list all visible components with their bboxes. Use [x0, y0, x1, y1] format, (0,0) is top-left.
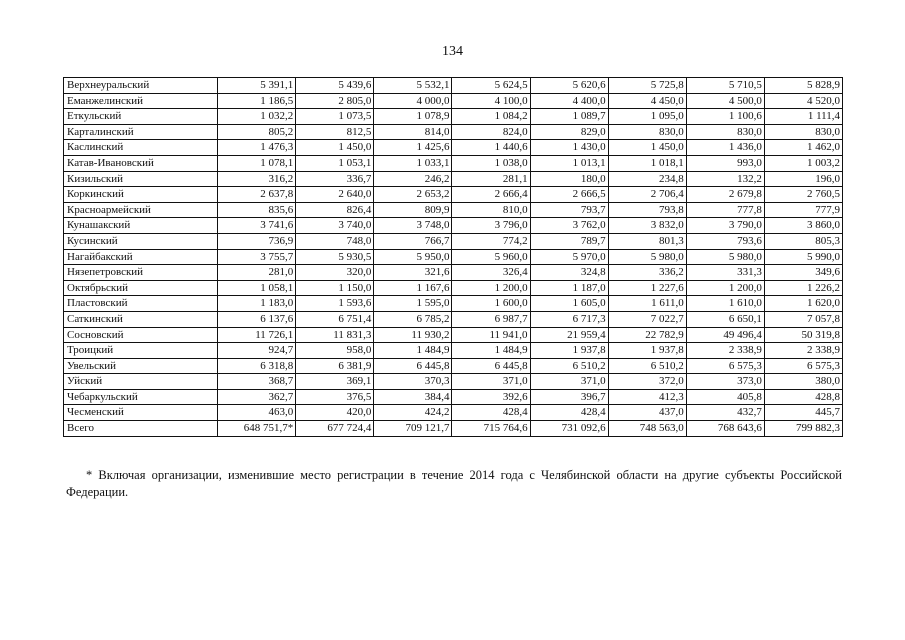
table-cell: 3 860,0	[764, 218, 842, 234]
table-cell: 1 095,0	[608, 109, 686, 125]
table-cell: 320,0	[296, 265, 374, 281]
table-cell: 5 980,0	[686, 249, 764, 265]
row-label: Катав-Ивановский	[64, 155, 218, 171]
table-cell: 736,9	[218, 233, 296, 249]
table-cell: 3 755,7	[218, 249, 296, 265]
table-cell: 1 200,0	[452, 280, 530, 296]
row-label: Чебаркульский	[64, 389, 218, 405]
table-row	[64, 374, 843, 390]
table-cell: 1 111,4	[764, 109, 842, 125]
table-cell: 6 318,8	[218, 358, 296, 374]
table-cell: 1 430,0	[530, 140, 608, 156]
table-row	[64, 124, 843, 140]
table-cell: 1 450,0	[608, 140, 686, 156]
row-label: Сосновский	[64, 327, 218, 343]
table-cell: 805,3	[764, 233, 842, 249]
row-label: Пластовский	[64, 296, 218, 312]
table-cell: 396,7	[530, 389, 608, 405]
table-cell: 3 762,0	[530, 218, 608, 234]
table-cell: 2 640,0	[296, 187, 374, 203]
table-cell: 1 183,0	[218, 296, 296, 312]
table-cell: 958,0	[296, 343, 374, 359]
table-cell: 993,0	[686, 155, 764, 171]
row-label: Коркинский	[64, 187, 218, 203]
table-cell: 1 150,0	[296, 280, 374, 296]
table-cell: 1 484,9	[452, 343, 530, 359]
table-cell: 6 987,7	[452, 311, 530, 327]
table-cell: 5 439,6	[296, 78, 374, 94]
table-cell: 5 960,0	[452, 249, 530, 265]
table-cell: 373,0	[686, 374, 764, 390]
table-row	[64, 233, 843, 249]
table-cell: 428,4	[530, 405, 608, 421]
table-cell: 677 724,4	[296, 421, 374, 437]
table-cell: 11 930,2	[374, 327, 452, 343]
table-row	[64, 202, 843, 218]
table-cell: 1 937,8	[608, 343, 686, 359]
table-cell: 3 740,0	[296, 218, 374, 234]
table-cell: 3 832,0	[608, 218, 686, 234]
table-cell: 1 436,0	[686, 140, 764, 156]
table-cell: 3 741,6	[218, 218, 296, 234]
table-cell: 21 959,4	[530, 327, 608, 343]
table-cell: 5 624,5	[452, 78, 530, 94]
table-cell: 2 760,5	[764, 187, 842, 203]
table-cell: 5 980,0	[608, 249, 686, 265]
table-cell: 801,3	[608, 233, 686, 249]
table-cell: 766,7	[374, 233, 452, 249]
table-cell: 5 725,8	[608, 78, 686, 94]
table-cell: 6 717,3	[530, 311, 608, 327]
footnote: * Включая организации, изменившие место регистрации в течение 2014 года с Челябинской области на другие субъекты Российской Федерации.	[66, 468, 842, 499]
row-label: Красноармейский	[64, 202, 218, 218]
table-cell: 316,2	[218, 171, 296, 187]
table-cell: 5 930,5	[296, 249, 374, 265]
table-cell: 6 575,3	[686, 358, 764, 374]
table-cell: 1 227,6	[608, 280, 686, 296]
table-cell: 369,1	[296, 374, 374, 390]
table-cell: 432,7	[686, 405, 764, 421]
data-table	[63, 77, 843, 437]
table-cell: 412,3	[608, 389, 686, 405]
table-row	[64, 93, 843, 109]
row-label: Чесменский	[64, 405, 218, 421]
table-cell: 1 089,7	[530, 109, 608, 125]
table-cell: 376,5	[296, 389, 374, 405]
table-cell: 829,0	[530, 124, 608, 140]
table-row	[64, 358, 843, 374]
table-row	[64, 311, 843, 327]
table-row	[64, 280, 843, 296]
table-cell: 793,8	[608, 202, 686, 218]
table-cell: 1 058,1	[218, 280, 296, 296]
table-cell: 6 381,9	[296, 358, 374, 374]
table-cell: 1 226,2	[764, 280, 842, 296]
table-cell: 1 600,0	[452, 296, 530, 312]
table-row	[64, 343, 843, 359]
table-cell: 180,0	[530, 171, 608, 187]
table-cell: 5 990,0	[764, 249, 842, 265]
table-cell: 814,0	[374, 124, 452, 140]
table-cell: 7 057,8	[764, 311, 842, 327]
table-cell: 793,6	[686, 233, 764, 249]
table-cell: 789,7	[530, 233, 608, 249]
table-cell: 731 092,6	[530, 421, 608, 437]
table-cell: 1 033,1	[374, 155, 452, 171]
table-cell: 246,2	[374, 171, 452, 187]
table-cell: 826,4	[296, 202, 374, 218]
row-label: Всего	[64, 421, 218, 437]
table-row	[64, 187, 843, 203]
table-cell: 1 018,1	[608, 155, 686, 171]
row-label: Нагайбакский	[64, 249, 218, 265]
table-cell: 1 450,0	[296, 140, 374, 156]
table-cell: 830,0	[686, 124, 764, 140]
table-cell: 1 032,2	[218, 109, 296, 125]
table-cell: 5 828,9	[764, 78, 842, 94]
table-row	[64, 421, 843, 437]
table-row	[64, 78, 843, 94]
table-cell: 1 186,5	[218, 93, 296, 109]
table-cell: 2 679,8	[686, 187, 764, 203]
row-label: Кусинский	[64, 233, 218, 249]
table-row	[64, 109, 843, 125]
table-cell: 748,0	[296, 233, 374, 249]
table-row	[64, 265, 843, 281]
row-label: Кунашакский	[64, 218, 218, 234]
table-cell: 768 643,6	[686, 421, 764, 437]
table-cell: 371,0	[452, 374, 530, 390]
table-cell: 1 053,1	[296, 155, 374, 171]
table-cell: 6 510,2	[530, 358, 608, 374]
table-cell: 11 941,0	[452, 327, 530, 343]
table-cell: 6 510,2	[608, 358, 686, 374]
table-cell: 5 532,1	[374, 78, 452, 94]
table-cell: 1 013,1	[530, 155, 608, 171]
table-cell: 1 073,5	[296, 109, 374, 125]
table-cell: 3 790,0	[686, 218, 764, 234]
table-cell: 11 831,3	[296, 327, 374, 343]
table-cell: 234,8	[608, 171, 686, 187]
table-cell: 709 121,7	[374, 421, 452, 437]
table-cell: 281,1	[452, 171, 530, 187]
table-row	[64, 171, 843, 187]
table-cell: 321,6	[374, 265, 452, 281]
table-cell: 774,2	[452, 233, 530, 249]
table-cell: 777,9	[764, 202, 842, 218]
table-cell: 1 440,6	[452, 140, 530, 156]
table-cell: 405,8	[686, 389, 764, 405]
table-cell: 7 022,7	[608, 311, 686, 327]
table-cell: 1 167,6	[374, 280, 452, 296]
table-cell: 5 970,0	[530, 249, 608, 265]
table-cell: 830,0	[608, 124, 686, 140]
table-cell: 428,4	[452, 405, 530, 421]
table-cell: 6 575,3	[764, 358, 842, 374]
table-cell: 1 187,0	[530, 280, 608, 296]
table-body	[64, 78, 843, 437]
table-cell: 1 484,9	[374, 343, 452, 359]
table-row	[64, 296, 843, 312]
table-cell: 1 084,2	[452, 109, 530, 125]
table-cell: 777,8	[686, 202, 764, 218]
table-cell: 6 445,8	[452, 358, 530, 374]
table-cell: 324,8	[530, 265, 608, 281]
table-row	[64, 140, 843, 156]
table-cell: 6 137,6	[218, 311, 296, 327]
table-cell: 1 610,0	[686, 296, 764, 312]
row-label: Уйский	[64, 374, 218, 390]
table-cell: 392,6	[452, 389, 530, 405]
table-cell: 793,7	[530, 202, 608, 218]
table-cell: 2 805,0	[296, 93, 374, 109]
table-cell: 4 100,0	[452, 93, 530, 109]
table-cell: 463,0	[218, 405, 296, 421]
table-cell: 1 937,8	[530, 343, 608, 359]
table-cell: 1 200,0	[686, 280, 764, 296]
table-cell: 326,4	[452, 265, 530, 281]
row-label: Кизильский	[64, 171, 218, 187]
table-cell: 2 666,5	[530, 187, 608, 203]
table-cell: 799 882,3	[764, 421, 842, 437]
table-cell: 6 785,2	[374, 311, 452, 327]
table-row	[64, 327, 843, 343]
table-cell: 1 593,6	[296, 296, 374, 312]
table-cell: 4 500,0	[686, 93, 764, 109]
table-cell: 2 653,2	[374, 187, 452, 203]
table-cell: 2 637,8	[218, 187, 296, 203]
table-cell: 3 748,0	[374, 218, 452, 234]
table-cell: 22 782,9	[608, 327, 686, 343]
table-cell: 809,9	[374, 202, 452, 218]
table-cell: 11 726,1	[218, 327, 296, 343]
row-label: Каслинский	[64, 140, 218, 156]
table-cell: 2 338,9	[686, 343, 764, 359]
table-cell: 5 620,6	[530, 78, 608, 94]
table-cell: 5 710,5	[686, 78, 764, 94]
table-cell: 2 706,4	[608, 187, 686, 203]
row-label: Увельский	[64, 358, 218, 374]
table-cell: 3 796,0	[452, 218, 530, 234]
table-cell: 368,7	[218, 374, 296, 390]
table-cell: 384,4	[374, 389, 452, 405]
table-cell: 810,0	[452, 202, 530, 218]
page-number: 134	[442, 44, 463, 59]
table-cell: 49 496,4	[686, 327, 764, 343]
table-cell: 1 078,1	[218, 155, 296, 171]
table-cell: 4 000,0	[374, 93, 452, 109]
table-cell: 924,7	[218, 343, 296, 359]
table-cell: 835,6	[218, 202, 296, 218]
table-cell: 362,7	[218, 389, 296, 405]
table-cell: 1 462,0	[764, 140, 842, 156]
table-cell: 372,0	[608, 374, 686, 390]
table-cell: 6 650,1	[686, 311, 764, 327]
row-label: Еткульский	[64, 109, 218, 125]
table-cell: 648 751,7*	[218, 421, 296, 437]
table-cell: 5 391,1	[218, 78, 296, 94]
table-cell: 437,0	[608, 405, 686, 421]
table-cell: 812,5	[296, 124, 374, 140]
table-cell: 336,7	[296, 171, 374, 187]
table-cell: 830,0	[764, 124, 842, 140]
table-cell: 380,0	[764, 374, 842, 390]
row-label: Нязепетровский	[64, 265, 218, 281]
table-cell: 420,0	[296, 405, 374, 421]
table-cell: 1 605,0	[530, 296, 608, 312]
table-cell: 132,2	[686, 171, 764, 187]
table-cell: 424,2	[374, 405, 452, 421]
row-label: Еманжелинский	[64, 93, 218, 109]
table-cell: 805,2	[218, 124, 296, 140]
row-label: Октябрьский	[64, 280, 218, 296]
table-row	[64, 249, 843, 265]
table-cell: 715 764,6	[452, 421, 530, 437]
table-cell: 4 400,0	[530, 93, 608, 109]
table-cell: 196,0	[764, 171, 842, 187]
table-row	[64, 155, 843, 171]
table-cell: 1 003,2	[764, 155, 842, 171]
table-cell: 331,3	[686, 265, 764, 281]
table-cell: 4 520,0	[764, 93, 842, 109]
table-cell: 1 476,3	[218, 140, 296, 156]
table-cell: 1 620,0	[764, 296, 842, 312]
table-cell: 1 100,6	[686, 109, 764, 125]
table-cell: 824,0	[452, 124, 530, 140]
table-cell: 50 319,8	[764, 327, 842, 343]
row-label: Карталинский	[64, 124, 218, 140]
table-cell: 428,8	[764, 389, 842, 405]
table-cell: 1 078,9	[374, 109, 452, 125]
table-row	[64, 389, 843, 405]
table-cell: 336,2	[608, 265, 686, 281]
table-cell: 1 611,0	[608, 296, 686, 312]
table-cell: 371,0	[530, 374, 608, 390]
table-cell: 748 563,0	[608, 421, 686, 437]
table-cell: 1 038,0	[452, 155, 530, 171]
table-row	[64, 218, 843, 234]
table-cell: 445,7	[764, 405, 842, 421]
table-cell: 1 425,6	[374, 140, 452, 156]
table-cell: 370,3	[374, 374, 452, 390]
table-cell: 1 595,0	[374, 296, 452, 312]
row-label: Троицкий	[64, 343, 218, 359]
table-cell: 6 751,4	[296, 311, 374, 327]
table-cell: 5 950,0	[374, 249, 452, 265]
table-cell: 6 445,8	[374, 358, 452, 374]
table-row	[64, 405, 843, 421]
table-cell: 281,0	[218, 265, 296, 281]
table-cell: 2 666,4	[452, 187, 530, 203]
row-label: Верхнеуральский	[64, 78, 218, 94]
row-label: Саткинский	[64, 311, 218, 327]
table-cell: 4 450,0	[608, 93, 686, 109]
table-cell: 2 338,9	[764, 343, 842, 359]
table-cell: 349,6	[764, 265, 842, 281]
